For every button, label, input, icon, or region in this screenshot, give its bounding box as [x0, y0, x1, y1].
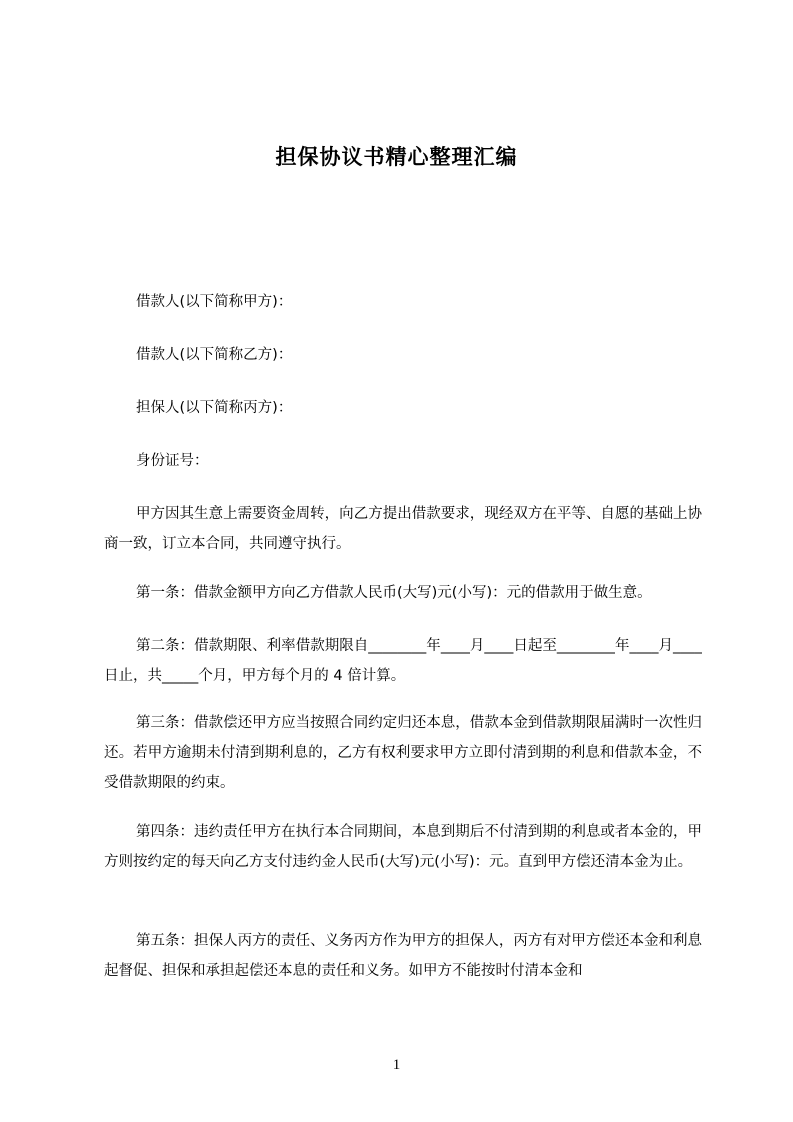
- document-title: 担保协议书精心整理汇编: [275, 145, 518, 169]
- paragraph-intro: 甲方因其生意上需要资金周转，向乙方提出借款要求，现经双方在平等、自愿的基础上协商一致，订立本合同，共同遵守执行。: [104, 506, 702, 552]
- page-number: 1: [392, 1057, 401, 1073]
- paragraph-article-2: 第二条：借款期限、利率借款期限自________年____月____日起至________年____月____日止，共_____个月，甲方每个月的 4 倍计算。: [104, 638, 702, 684]
- field-id-number: 身份证号：: [136, 453, 209, 469]
- field-borrower-b: 借款人(以下简称乙方)：: [136, 347, 293, 363]
- paragraph-article-5: 第五条：担保人丙方的责任、义务丙方作为甲方的担保人，丙方有对甲方偿还本金和利息起督促、担保和承担起偿还本息的责任和义务。如甲方不能按时付清本金和: [104, 933, 702, 979]
- paragraph-article-1: 第一条：借款金额甲方向乙方借款人民币(大写)元(小写)：元的借款用于做生意。: [136, 585, 652, 601]
- paragraph-article-3: 第三条：借款偿还甲方应当按照合同约定归还本息，借款本金到借款期限届满时一次性归还。若甲方逾期未付清到期利息的，乙方有权利要求甲方立即付清到期的利息和借款本金，不受借款期限的约束。: [104, 715, 702, 791]
- field-borrower-a: 借款人(以下简称甲方)：: [136, 294, 293, 310]
- paragraph-article-4: 第四条：违约责任甲方在执行本合同期间，本息到期后不付清到期的利息或者本金的，甲方则按约定的每天向乙方支付违约金人民币(大写)元(小写)：元。直到甲方偿还清本金为止。: [104, 824, 702, 870]
- field-guarantor: 担保人(以下简称丙方)：: [136, 400, 293, 416]
